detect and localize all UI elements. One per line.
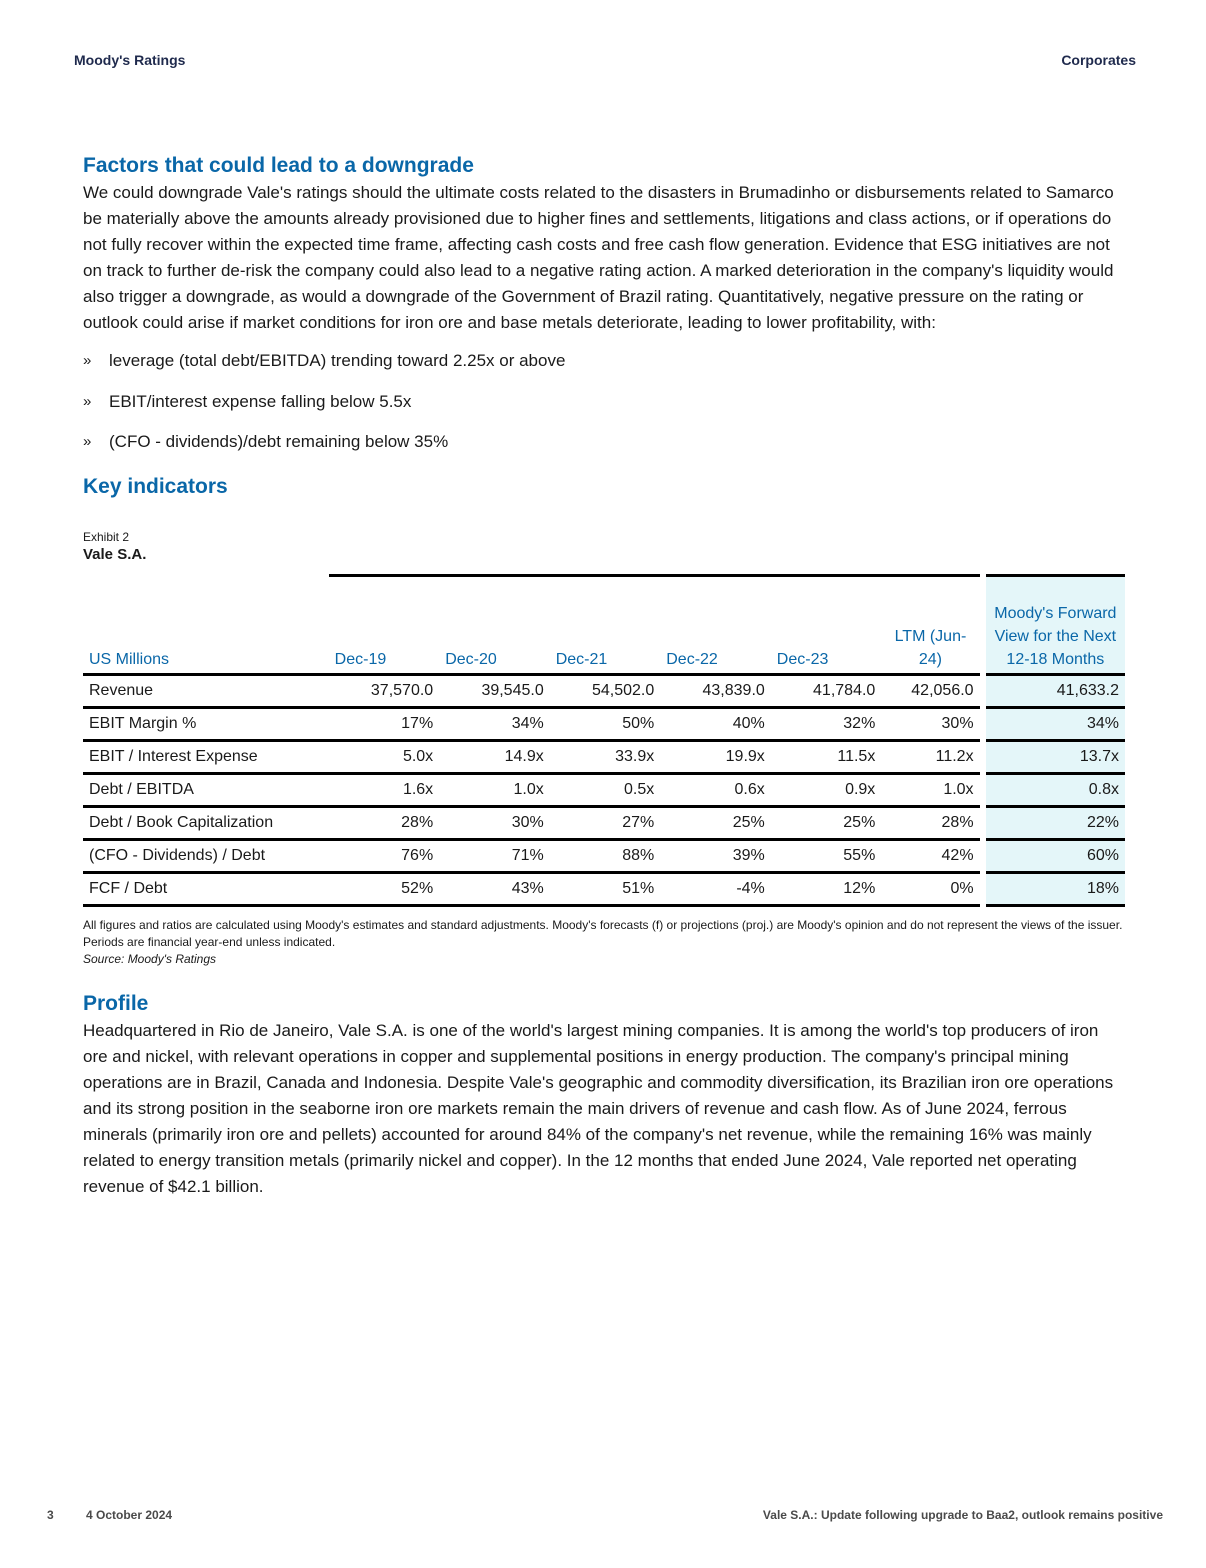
list-item (83, 389, 1125, 415)
table-cell: 54,502.0 (550, 676, 661, 709)
table-cell: 32% (771, 709, 882, 742)
bullet-mark: » (83, 352, 92, 369)
table-cell: 52% (329, 874, 440, 907)
unit-header: US Millions (83, 574, 329, 676)
table-cell: 11.5x (771, 742, 882, 775)
key-indicators-table (83, 574, 1125, 907)
table-cell: 0.5x (550, 775, 661, 808)
footer-date: 4 October 2024 (86, 1508, 173, 1522)
table-cell: 1.0x (439, 775, 550, 808)
table-body (83, 676, 1125, 907)
table-row (83, 808, 1125, 841)
table-cell: 37,570.0 (329, 676, 440, 709)
table-cell: 76% (329, 841, 440, 874)
table-cell: 50% (550, 709, 661, 742)
downgrade-bullet-list (83, 348, 1125, 455)
table-row (83, 676, 1125, 709)
downgrade-heading: Factors that could lead to a downgrade (83, 154, 474, 177)
forward-cell: 34% (986, 709, 1125, 742)
table-cell: 11.2x (881, 742, 979, 775)
row-label: EBIT / Interest Expense (83, 742, 329, 775)
table-cell: 51% (550, 874, 661, 907)
table-row (83, 709, 1125, 742)
table-cell: 88% (550, 841, 661, 874)
table-cell: 43,839.0 (660, 676, 771, 709)
key-indicators-heading: Key indicators (83, 475, 228, 498)
table-cell: 0.9x (771, 775, 882, 808)
bullet-text: (CFO - dividends)/debt remaining below 35% (109, 432, 449, 451)
bullet-mark: » (83, 392, 92, 410)
table-row (83, 874, 1125, 907)
list-item (83, 348, 1125, 374)
table-cell: 42,056.0 (881, 676, 979, 709)
table-cell: 39% (660, 841, 771, 874)
table-row (83, 742, 1125, 775)
page-number: 3 (47, 1508, 54, 1522)
table-source: Source: Moody's Ratings (83, 952, 217, 966)
forward-cell: 41,633.2 (986, 676, 1125, 709)
table-cell: 43% (439, 874, 550, 907)
table-cell: 30% (881, 709, 979, 742)
table-cell: 28% (329, 808, 440, 841)
column-header: Dec-21 (550, 574, 661, 676)
header-section: Corporates (1061, 52, 1136, 68)
table-note: All figures and ratios are calculated using Moody's estimates and standard adjustments. Moody's forecasts (f) or projections (proj.) are Moody's opinion and do not represent the views of the issuer. Periods are financial year-end unless indicated. (83, 918, 1123, 949)
table-cell: 27% (550, 808, 661, 841)
forward-cell: 0.8x (986, 775, 1125, 808)
row-label: FCF / Debt (83, 874, 329, 907)
table-cell: 5.0x (329, 742, 440, 775)
table-cell: 33.9x (550, 742, 661, 775)
bullet-text: EBIT/interest expense falling below 5.5x (109, 391, 412, 411)
table-cell: 71% (439, 841, 550, 874)
column-header: Dec-22 (660, 574, 771, 676)
exhibit-title: Vale S.A. (83, 546, 147, 563)
list-item (83, 429, 1125, 455)
forward-cell: 22% (986, 808, 1125, 841)
table-cell: 25% (660, 808, 771, 841)
table-cell: 19.9x (660, 742, 771, 775)
exhibit-label: Exhibit 2 (83, 530, 130, 544)
table-cell: 30% (439, 808, 550, 841)
table-cell: 17% (329, 709, 440, 742)
footer-title: Vale S.A.: Update following upgrade to Baa2, outlook remains positive (762, 1508, 1163, 1522)
table-cell: 28% (881, 808, 979, 841)
table-header-row (83, 574, 1125, 676)
header-brand: Moody's Ratings (74, 52, 186, 68)
column-header-ltm: LTM (Jun-24) (881, 574, 979, 676)
downgrade-paragraph: We could downgrade Vale's ratings should the ultimate costs related to the disasters in Brumadinho or disbursements related to Samarco be materially above the amounts already provisioned due to higher fines and settlements, litigations and class actions, or if operations do not fully recover within the expected time frame, affecting cash costs and free cash flow generation. Evidence that ESG initiatives are not on track to further de-risk the company could also lead to a negative rating action. A marked deterioration in the company's liquidity would also trigger a downgrade, as would a downgrade of the Government of Brazil rating. Quantitatively, negative pressure on the rating or outlook could arise if market conditions for iron ore and base metals deteriorate, leading to lower profitability, with: (83, 183, 1114, 332)
row-label: (CFO - Dividends) / Debt (83, 841, 329, 874)
column-header: Dec-19 (329, 574, 440, 676)
profile-paragraph: Headquartered in Rio de Janeiro, Vale S.A. is one of the world's largest mining companies. It is among the world's top producers of iron ore and nickel, with relevant operations in copper and supplemental positions in energy production. The company's principal mining operations are in Brazil, Canada and Indonesia. Despite Vale's geographic and commodity diversification, its Brazilian iron ore operations and its strong position in the seaborne iron ore markets remain the main drivers of revenue and cash flow. As of June 2024, ferrous minerals (primarily iron ore and pellets) accounted for around 84% of the company's net revenue, while the remaining 16% was mainly related to energy transition metals (primarily nickel and copper). In the 12 months that ended June 2024, Vale reported net operating revenue of $42.1 billion. (83, 1021, 1114, 1196)
row-label: EBIT Margin % (83, 709, 329, 742)
table-cell: 25% (771, 808, 882, 841)
bullet-mark: » (83, 433, 92, 450)
bullet-text: leverage (total debt/EBITDA) trending toward 2.25x or above (109, 351, 566, 370)
forward-cell: 13.7x (986, 742, 1125, 775)
table-row (83, 775, 1125, 808)
table-cell: 1.6x (329, 775, 440, 808)
table-cell: 0% (881, 874, 979, 907)
forward-cell: 60% (986, 841, 1125, 874)
row-label: Revenue (83, 676, 329, 709)
table-cell: 42% (881, 841, 979, 874)
table-cell: 40% (660, 709, 771, 742)
table-cell: 12% (771, 874, 882, 907)
table-cell: 55% (771, 841, 882, 874)
forward-cell: 18% (986, 874, 1125, 907)
row-label: Debt / Book Capitalization (83, 808, 329, 841)
forward-view-header: Moody's Forward View for the Next 12-18 Months (986, 574, 1125, 676)
column-header: Dec-20 (439, 574, 550, 676)
table-row (83, 841, 1125, 874)
table-cell: -4% (660, 874, 771, 907)
table-cell: 39,545.0 (439, 676, 550, 709)
main-content (83, 152, 1125, 1200)
column-header: Dec-23 (771, 574, 882, 676)
profile-heading: Profile (83, 992, 149, 1015)
table-cell: 14.9x (439, 742, 550, 775)
table-cell: 0.6x (660, 775, 771, 808)
table-cell: 41,784.0 (771, 676, 882, 709)
table-cell: 1.0x (881, 775, 979, 808)
table-cell: 34% (439, 709, 550, 742)
row-label: Debt / EBITDA (83, 775, 329, 808)
